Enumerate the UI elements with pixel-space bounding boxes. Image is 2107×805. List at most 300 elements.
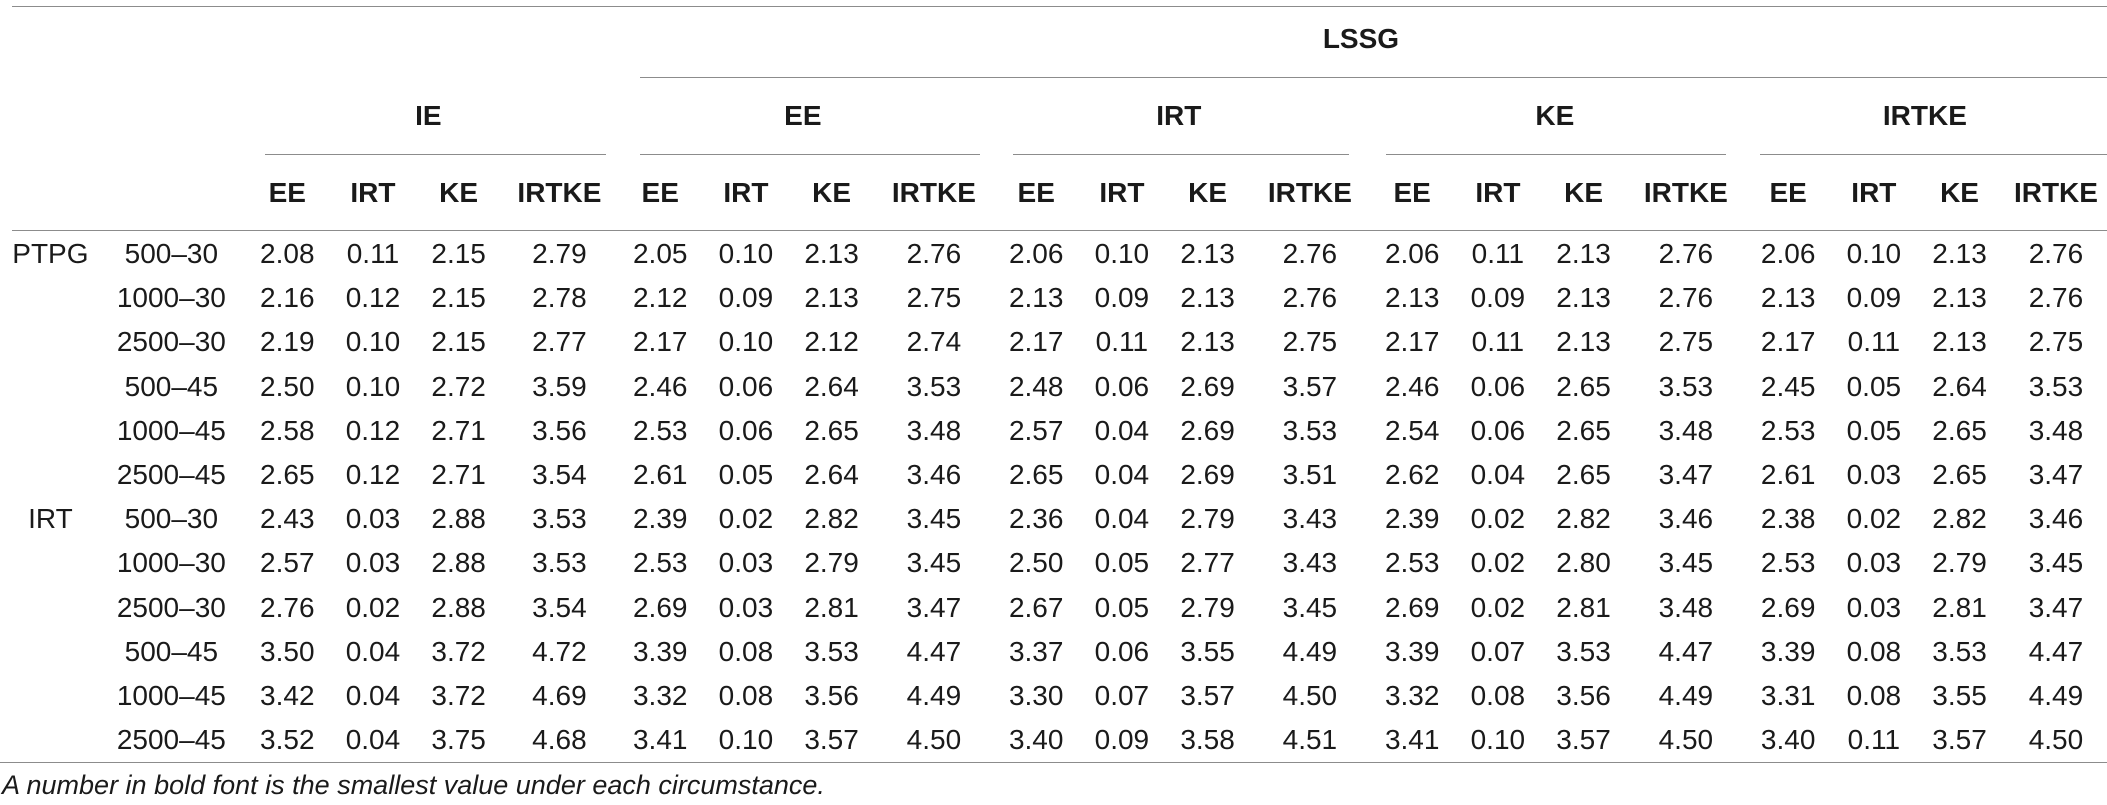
table-cell: 0.11 (1847, 326, 1901, 358)
table-cell: 3.55 (1180, 635, 1235, 667)
table-cell: 2.17 (1384, 326, 1440, 358)
table-cell: 2.53 (1760, 547, 1816, 579)
table-footnote: A number in bold font is the smallest value under each circumstance. (2, 770, 825, 800)
table-cell: 0.03 (345, 503, 401, 535)
row-group-label (0, 409, 101, 453)
table-cell: 2.13 (1932, 238, 1987, 270)
group-header-ee: EE (784, 99, 822, 131)
lssg-header: LSSG (1322, 22, 1400, 54)
table-cell: 2.13 (1180, 282, 1235, 314)
table-cell: 2.76 (1658, 238, 1714, 270)
table-cell: 4.51 (1282, 724, 1338, 756)
table-cell: 4.50 (1658, 724, 1714, 756)
table-cell: 3.41 (1384, 724, 1440, 756)
table-cell: 2.75 (1282, 326, 1338, 358)
subcolumn-header: KE (1940, 177, 1979, 208)
table-cell: 2.16 (260, 282, 315, 314)
table-cell: 2.82 (1556, 503, 1611, 535)
table-cell: 0.02 (1470, 503, 1526, 535)
table-cell: 2.76 (1282, 238, 1338, 270)
table-cell: 3.47 (906, 591, 962, 623)
table-cell: 2.67 (1008, 591, 1064, 623)
table-cell: 3.40 (1008, 724, 1064, 756)
table-cell: 4.50 (2028, 724, 2084, 756)
table-row (0, 409, 2107, 453)
table-cell: 2.13 (1556, 238, 1611, 270)
table-cell: 3.45 (1658, 547, 1714, 579)
table-cell: 2.13 (1932, 282, 1987, 314)
table-cell: 2.77 (1180, 547, 1235, 579)
table-cell: 0.02 (1470, 591, 1526, 623)
table-row (0, 718, 2107, 762)
table-cell: 3.39 (1760, 635, 1816, 667)
table-cell: 0.05 (1094, 591, 1150, 623)
table-cell: 2.43 (260, 503, 315, 535)
table-cell: 2.64 (804, 459, 859, 491)
table-cell: 0.06 (1094, 370, 1150, 402)
table-cell: 2.65 (260, 459, 315, 491)
row-condition-label: 1000–30 (116, 282, 226, 314)
table-cell: 3.47 (2028, 459, 2084, 491)
row-group-label (0, 276, 101, 320)
table-cell: 3.53 (804, 635, 859, 667)
table-cell: 4.50 (906, 724, 962, 756)
table-cell: 2.15 (431, 282, 486, 314)
table-cell: 0.04 (1094, 459, 1150, 491)
table-cell: 2.39 (1384, 503, 1440, 535)
table-cell: 2.13 (1556, 282, 1611, 314)
table-cell: 2.79 (1180, 591, 1235, 623)
table-cell: 4.49 (906, 679, 962, 711)
table-cell: 3.53 (1658, 370, 1714, 402)
subcolumn-header: KE (1564, 177, 1603, 208)
table-cell: 4.68 (532, 724, 587, 756)
table-cell: 2.76 (1282, 282, 1338, 314)
table-cell: 0.09 (1094, 282, 1150, 314)
table-cell: 2.13 (1384, 282, 1440, 314)
table-cell: 0.09 (1094, 724, 1150, 756)
table-cell: 3.45 (906, 503, 962, 535)
table-cell: 3.39 (632, 635, 688, 667)
table-cell: 2.62 (1384, 459, 1440, 491)
table-row (0, 453, 2107, 497)
table-cell: 0.08 (718, 679, 774, 711)
table-cell: 2.76 (2028, 238, 2084, 270)
subcolumn-header: EE (1393, 177, 1431, 208)
table-cell: 3.72 (431, 635, 486, 667)
subcolumn-header: KE (439, 177, 479, 208)
table-cell: 0.05 (1846, 414, 1902, 446)
table-cell: 2.72 (431, 370, 486, 402)
table-cell: 2.77 (532, 326, 587, 358)
row-group-label (0, 586, 101, 630)
table-cell: 4.50 (1282, 679, 1338, 711)
header-row-groups (0, 77, 2107, 154)
table-cell: 2.13 (1180, 326, 1235, 358)
table-cell: 3.39 (1384, 635, 1440, 667)
table-cell: 0.05 (1094, 547, 1150, 579)
table-cell: 2.65 (1556, 414, 1611, 446)
subcolumn-header: IRT (723, 177, 769, 208)
row-group-label (0, 453, 101, 497)
table-row (0, 497, 2107, 541)
row-condition-label: 500–30 (124, 238, 219, 270)
table-cell: 0.09 (1846, 282, 1902, 314)
row-group-label (0, 630, 101, 674)
table-cell: 2.76 (906, 238, 962, 270)
table-cell: 3.55 (1932, 679, 1987, 711)
table-row (0, 276, 2107, 320)
table-cell: 0.06 (718, 370, 774, 402)
header-row-lssg (0, 0, 2107, 77)
table-cell: 2.13 (1556, 326, 1611, 358)
table-cell: 2.08 (260, 238, 315, 270)
table-cell: 0.05 (1846, 370, 1902, 402)
table-cell: 0.08 (718, 635, 774, 667)
table-cell: 2.53 (632, 547, 688, 579)
table-cell: 3.54 (532, 591, 587, 623)
table-cell: 0.11 (1847, 724, 1901, 756)
table-cell: 3.53 (1282, 414, 1338, 446)
table-cell: 2.53 (632, 414, 688, 446)
subcolumn-header: KE (1188, 177, 1228, 208)
table-row (0, 365, 2107, 409)
table-cell: 3.48 (906, 414, 962, 446)
table-cell: 2.65 (1932, 459, 1987, 491)
table-cell: 0.02 (1846, 503, 1902, 535)
row-condition-label: 500–45 (124, 370, 219, 402)
table-cell: 0.04 (345, 635, 401, 667)
table-cell: 0.02 (718, 503, 774, 535)
table-cell: 2.71 (431, 414, 486, 446)
table-cell: 0.08 (1846, 635, 1902, 667)
table-cell: 2.50 (1008, 547, 1064, 579)
table-cell: 2.13 (804, 282, 859, 314)
table-cell: 4.49 (1282, 635, 1338, 667)
table-cell: 0.11 (1471, 238, 1525, 270)
table-cell: 2.65 (1932, 414, 1987, 446)
row-group-label (0, 541, 101, 585)
table-cell: 0.11 (346, 238, 400, 270)
table-row (0, 320, 2107, 364)
row-group-label (0, 674, 101, 718)
group-header-ke: KE (1535, 99, 1575, 131)
row-condition-label: 2500–45 (116, 724, 226, 756)
table-cell: 3.56 (804, 679, 859, 711)
group-header-ie: IE (415, 99, 442, 131)
subcolumn-header: EE (1769, 177, 1807, 208)
subcolumn-header: EE (1017, 177, 1055, 208)
subcolumn-header: IRT (1851, 177, 1897, 208)
subcolumn-header: IRTKE (891, 177, 976, 208)
table-cell: 2.69 (1180, 459, 1235, 491)
table-cell: 2.65 (1008, 459, 1064, 491)
subcolumn-header: EE (641, 177, 679, 208)
table-row (0, 541, 2107, 585)
table-cell: 2.69 (1760, 591, 1816, 623)
table-cell: 3.30 (1008, 679, 1064, 711)
table-cell: 2.13 (1008, 282, 1064, 314)
table-cell: 2.88 (431, 547, 486, 579)
table-cell: 2.69 (1180, 370, 1235, 402)
table-cell: 0.05 (718, 459, 774, 491)
table-cell: 0.04 (1470, 459, 1526, 491)
table-cell: 3.42 (260, 679, 315, 711)
table-cell: 3.53 (2028, 370, 2084, 402)
table-cell: 3.75 (431, 724, 486, 756)
table-cell: 3.43 (1282, 503, 1338, 535)
row-group-label (0, 365, 101, 409)
table-cell: 4.47 (1658, 635, 1714, 667)
row-condition-label: 2500–30 (116, 591, 226, 623)
table-cell: 0.10 (1846, 238, 1902, 270)
table-cell: 2.19 (260, 326, 315, 358)
table-cell: 0.03 (1846, 591, 1902, 623)
table-cell: 3.32 (632, 679, 688, 711)
table-cell: 3.32 (1384, 679, 1440, 711)
row-condition-label: 2500–45 (116, 459, 226, 491)
table-cell: 2.61 (1760, 459, 1816, 491)
table-cell: 2.61 (632, 459, 688, 491)
table-cell: 2.80 (1556, 547, 1611, 579)
table-cell: 2.71 (431, 459, 486, 491)
table-cell: 2.65 (1556, 370, 1611, 402)
table-cell: 3.50 (260, 635, 315, 667)
table-cell: 2.13 (1180, 238, 1235, 270)
table-cell: 3.48 (2028, 414, 2084, 446)
table-cell: 2.75 (2028, 326, 2084, 358)
table-cell: 2.82 (1932, 503, 1987, 535)
table-cell: 2.82 (804, 503, 859, 535)
table-cell: 2.54 (1384, 414, 1440, 446)
table-row (0, 674, 2107, 718)
table-cell: 2.50 (260, 370, 315, 402)
table-cell: 0.12 (345, 282, 401, 314)
table-cell: 2.53 (1760, 414, 1816, 446)
table-cell: 0.03 (1846, 547, 1902, 579)
table-cell: 3.57 (804, 724, 859, 756)
subcolumn-header: IRT (1099, 177, 1145, 208)
row-condition-label: 1000–30 (116, 547, 226, 579)
table-cell: 0.12 (345, 459, 401, 491)
table-cell: 2.76 (260, 591, 315, 623)
subcolumn-header: IRT (350, 177, 396, 208)
table-cell: 3.53 (1932, 635, 1987, 667)
table-cell: 2.69 (1180, 414, 1235, 446)
table-cell: 0.06 (1094, 635, 1150, 667)
table-cell: 4.72 (532, 635, 587, 667)
table-cell: 2.12 (804, 326, 859, 358)
table-cell: 2.46 (632, 370, 688, 402)
table-cell: 3.48 (1658, 414, 1714, 446)
table-cell: 0.02 (1470, 547, 1526, 579)
table-cell: 0.06 (718, 414, 774, 446)
table-cell: 2.88 (431, 591, 486, 623)
table-cell: 0.11 (1471, 326, 1525, 358)
table-cell: 2.58 (260, 414, 315, 446)
table-cell: 2.13 (804, 238, 859, 270)
table-cell: 2.88 (431, 503, 486, 535)
table-cell: 3.58 (1180, 724, 1235, 756)
table-cell: 2.81 (1932, 591, 1987, 623)
table-cell: 3.45 (2028, 547, 2084, 579)
table-cell: 0.08 (1470, 679, 1526, 711)
table-cell: 0.07 (1470, 635, 1526, 667)
table-cell: 2.53 (1384, 547, 1440, 579)
table-cell: 3.53 (532, 547, 587, 579)
table-cell: 2.06 (1008, 238, 1064, 270)
table-body (0, 232, 2107, 762)
table-cell: 2.48 (1008, 370, 1064, 402)
table-cell: 3.43 (1282, 547, 1338, 579)
table-cell: 2.57 (1008, 414, 1064, 446)
table-cell: 2.15 (431, 238, 486, 270)
table-cell: 3.57 (1282, 370, 1338, 402)
table-cell: 3.57 (1180, 679, 1235, 711)
table-cell: 0.10 (718, 724, 774, 756)
table-cell: 4.49 (1658, 679, 1714, 711)
table-cell: 2.06 (1760, 238, 1816, 270)
table-cell: 2.81 (1556, 591, 1611, 623)
table-cell: 2.79 (532, 238, 587, 270)
table-cell: 2.13 (1932, 326, 1987, 358)
table-cell: 2.06 (1384, 238, 1440, 270)
table-cell: 2.17 (632, 326, 688, 358)
table-cell: 3.72 (431, 679, 486, 711)
subcolumn-header: IRT (1475, 177, 1521, 208)
table-cell: 3.41 (632, 724, 688, 756)
table-cell: 3.56 (532, 414, 587, 446)
row-condition-label: 1000–45 (116, 679, 226, 711)
table-cell: 2.79 (1180, 503, 1235, 535)
table-cell: 3.53 (532, 503, 587, 535)
table-cell: 2.81 (804, 591, 859, 623)
row-condition-label: 2500–30 (116, 326, 226, 358)
table-cell: 0.11 (1095, 326, 1149, 358)
table-cell: 2.36 (1008, 503, 1064, 535)
table-cell: 2.75 (906, 282, 962, 314)
table-cell: 3.40 (1760, 724, 1816, 756)
table-cell: 0.10 (345, 326, 401, 358)
table-cell: 3.46 (2028, 503, 2084, 535)
row-condition-label: 500–45 (124, 635, 219, 667)
table-cell: 4.47 (906, 635, 962, 667)
table-cell: 2.45 (1760, 370, 1816, 402)
table-cell: 0.09 (1470, 282, 1526, 314)
table-cell: 2.15 (431, 326, 486, 358)
table-cell: 0.04 (345, 679, 401, 711)
table-row (0, 630, 2107, 674)
subcolumn-header: KE (812, 177, 852, 208)
table-cell: 2.79 (804, 547, 859, 579)
header-row-subcolumns (0, 154, 2107, 232)
table-cell: 3.48 (1658, 591, 1714, 623)
row-group-label: PTPG (12, 238, 89, 270)
table-cell: 3.56 (1556, 679, 1611, 711)
table-cell: 3.51 (1282, 459, 1338, 491)
table-cell: 0.09 (718, 282, 774, 314)
table-cell: 0.03 (1846, 459, 1902, 491)
table-cell: 2.64 (1932, 370, 1987, 402)
table-cell: 2.65 (804, 414, 859, 446)
table-cell: 2.64 (804, 370, 859, 402)
row-condition-label: 1000–45 (116, 414, 226, 446)
table-cell: 3.37 (1008, 635, 1064, 667)
table-cell: 2.69 (632, 591, 688, 623)
subcolumn-header: IRTKE (1267, 177, 1352, 208)
table-cell: 4.49 (2028, 679, 2084, 711)
table-cell: 4.47 (2028, 635, 2084, 667)
table-row (0, 586, 2107, 630)
table-cell: 3.57 (1556, 724, 1611, 756)
table-cell: 0.03 (345, 547, 401, 579)
table-cell: 0.04 (345, 724, 401, 756)
table-cell: 0.04 (1094, 503, 1150, 535)
table-cell: 2.17 (1008, 326, 1064, 358)
table-row (0, 232, 2107, 276)
table-cell: 2.79 (1932, 547, 1987, 579)
table-cell: 3.31 (1760, 679, 1816, 711)
table-cell: 0.10 (1470, 724, 1526, 756)
table-cell: 3.53 (906, 370, 962, 402)
table-cell: 0.10 (345, 370, 401, 402)
table-cell: 0.08 (1846, 679, 1902, 711)
table-cell: 0.02 (345, 591, 401, 623)
table-cell: 2.57 (260, 547, 315, 579)
table-cell: 3.47 (1658, 459, 1714, 491)
table-cell: 2.17 (1760, 326, 1816, 358)
table-cell: 3.53 (1556, 635, 1611, 667)
group-header-irtke: IRTKE (1882, 99, 1967, 131)
table-cell: 3.45 (906, 547, 962, 579)
table-cell: 2.13 (1760, 282, 1816, 314)
table-cell: 2.05 (632, 238, 688, 270)
table-cell: 2.38 (1760, 503, 1816, 535)
table-cell: 4.69 (532, 679, 587, 711)
table-cell: 0.06 (1470, 370, 1526, 402)
table-cell: 0.10 (1094, 238, 1150, 270)
table-cell: 3.45 (1282, 591, 1338, 623)
row-group-label: IRT (28, 503, 73, 535)
table-cell: 0.03 (718, 547, 774, 579)
row-group-label (0, 320, 101, 364)
table-cell: 2.75 (1658, 326, 1714, 358)
table-cell: 0.07 (1094, 679, 1150, 711)
table-cell: 3.47 (2028, 591, 2084, 623)
table-cell: 0.12 (345, 414, 401, 446)
table-cell: 2.76 (1658, 282, 1714, 314)
group-header-irt: IRT (1156, 99, 1202, 131)
table-cell: 0.04 (1094, 414, 1150, 446)
table-cell: 2.74 (906, 326, 962, 358)
subcolumn-header: IRTKE (1643, 177, 1728, 208)
table-cell: 3.54 (532, 459, 587, 491)
table-cell: 2.65 (1556, 459, 1611, 491)
table-cell: 2.12 (632, 282, 688, 314)
table-cell: 0.06 (1470, 414, 1526, 446)
table-cell: 2.69 (1384, 591, 1440, 623)
table-cell: 2.76 (2028, 282, 2084, 314)
table-cell: 0.10 (718, 326, 774, 358)
row-group-label (0, 718, 101, 762)
table-cell: 3.46 (1658, 503, 1714, 535)
table-cell: 2.39 (632, 503, 688, 535)
table-cell: 3.57 (1932, 724, 1987, 756)
subcolumn-header: IRTKE (517, 177, 602, 208)
table-cell: 3.46 (906, 459, 962, 491)
table-cell: 0.10 (718, 238, 774, 270)
table-cell: 3.52 (260, 724, 315, 756)
